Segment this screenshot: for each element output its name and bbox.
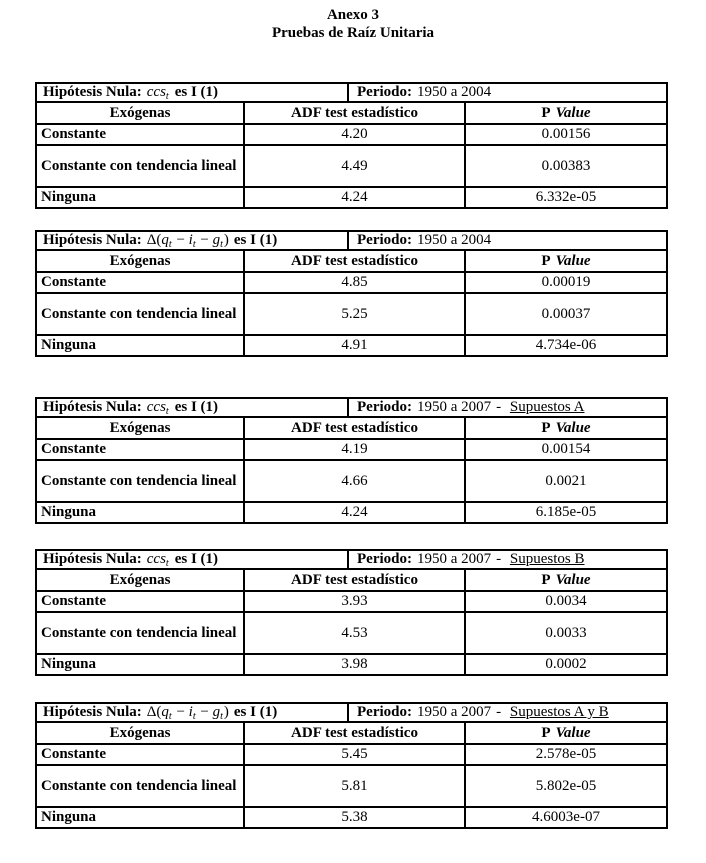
exogena-label-cell: Constante: [41, 441, 107, 457]
exogena-label-cell: Ninguna: [41, 656, 97, 672]
formula-part: ccs: [146, 399, 166, 415]
exogena-label-cell: Ninguna: [41, 504, 97, 520]
null-hypothesis-formula: [147, 551, 170, 568]
period-suffix: [491, 399, 584, 416]
unit-root-table-5: [35, 702, 668, 829]
adf-statistic-cell: 4.85: [243, 273, 464, 292]
table-row: [37, 273, 666, 294]
column-header-exogenas: Exógenas: [109, 252, 171, 269]
period-value: 1950 a 2004: [416, 232, 492, 248]
adf-statistic-cell: 5.25: [243, 294, 464, 334]
unit-root-table-2: [35, 230, 668, 357]
p-value-cell: 0.0002: [464, 655, 666, 674]
p-value-cell: 5.802e-05: [464, 766, 666, 806]
p-value-cell: 4.734e-06: [464, 336, 666, 355]
table-header-row: [37, 84, 666, 103]
table-row: [37, 188, 666, 207]
p-value-cell: 6.332e-05: [464, 188, 666, 207]
column-header-exogenas: Exógenas: [109, 724, 171, 741]
es-i1-label: es I (1): [233, 232, 278, 248]
adf-statistic-cell: 5.45: [243, 745, 464, 764]
exogena-label-cell: Ninguna: [41, 189, 97, 205]
formula-part: t: [220, 239, 223, 249]
column-header-exogenas: Exógenas: [109, 104, 171, 121]
hypothesis-label: Hipótesis Nula:: [43, 399, 142, 415]
period-label: Periodo:: [357, 704, 412, 720]
null-hypothesis-formula: [147, 84, 170, 101]
formula-part: ccs: [146, 551, 166, 567]
formula-part: g: [212, 232, 221, 248]
p-value-cell: 0.00037: [464, 294, 666, 334]
period-suffix-text: Supuestos A: [509, 399, 585, 415]
column-header-adf: ADF test estadístico: [243, 418, 464, 438]
exogena-label-cell: Constante: [41, 126, 107, 142]
page-subtitle: Pruebas de Raíz Unitaria: [271, 25, 435, 41]
table-row: [37, 766, 666, 808]
formula-part: t: [220, 711, 223, 721]
exogena-label-cell: Constante con tendencia lineal: [41, 305, 237, 322]
es-i1-label: es I (1): [174, 551, 219, 567]
table-header-row: [37, 704, 666, 723]
period-suffix-text: Supuestos A y B: [509, 704, 609, 720]
null-hypothesis-formula: [147, 232, 229, 249]
column-header-row: [37, 723, 666, 745]
column-header-row: [37, 570, 666, 592]
column-header-adf: ADF test estadístico: [243, 251, 464, 271]
period-suffix: [491, 551, 584, 568]
exogena-label-cell: Constante con tendencia lineal: [41, 624, 237, 641]
column-header-adf: ADF test estadístico: [243, 103, 464, 123]
period-separator: -: [496, 551, 502, 567]
p-value-cell: 0.00019: [464, 273, 666, 292]
period-label: Periodo:: [357, 84, 412, 100]
p-value-cell: 0.00383: [464, 146, 666, 186]
formula-part: g: [212, 704, 221, 720]
exogena-label-cell: Constante con tendencia lineal: [41, 777, 237, 794]
hypothesis-cell: [37, 551, 347, 568]
formula-part: −: [172, 704, 189, 720]
annex-title: Anexo 3: [326, 7, 380, 23]
null-hypothesis-formula: [147, 399, 170, 416]
adf-statistic-cell: 4.49: [243, 146, 464, 186]
period-cell: [347, 399, 666, 416]
formula-part: −: [196, 232, 213, 248]
formula-part: t: [192, 711, 196, 721]
period-separator: -: [496, 704, 502, 720]
p-value-cell: 2.578e-05: [464, 745, 666, 764]
p-value-cell: 0.00156: [464, 125, 666, 144]
period-cell: [347, 84, 666, 101]
formula-part: −: [196, 704, 213, 720]
null-hypothesis-formula: [147, 704, 229, 721]
formula-part: t: [168, 711, 172, 721]
period-suffix: [491, 704, 609, 721]
adf-statistic-cell: 4.91: [243, 336, 464, 355]
table-row: [37, 461, 666, 503]
formula-part: −: [172, 232, 189, 248]
exogena-label-cell: Constante con tendencia lineal: [41, 472, 237, 489]
column-header-exogenas: Exógenas: [109, 571, 171, 588]
period-label: Periodo:: [357, 551, 412, 567]
exogena-label-cell: Ninguna: [41, 809, 97, 825]
table-row: [37, 146, 666, 188]
unit-root-table-1: [35, 82, 668, 209]
table-row: [37, 613, 666, 655]
table-row: [37, 440, 666, 461]
adf-statistic-cell: 3.93: [243, 592, 464, 611]
adf-statistic-cell: 4.66: [243, 461, 464, 501]
period-label: Periodo:: [357, 232, 412, 248]
period-cell: [347, 232, 666, 249]
period-value: 1950 a 2007: [416, 399, 492, 415]
period-value: 1950 a 2004: [416, 84, 492, 100]
table-header-row: [37, 399, 666, 418]
p-value-cell: 6.185e-05: [464, 503, 666, 522]
formula-part: ccs: [146, 84, 166, 100]
page-title: [0, 6, 706, 42]
hypothesis-label: Hipótesis Nula:: [43, 704, 142, 720]
column-header-row: [37, 418, 666, 440]
column-header-exogenas: Exógenas: [109, 419, 171, 436]
table-row: [37, 655, 666, 674]
period-cell: [347, 551, 666, 568]
column-header-adf: ADF test estadístico: [243, 570, 464, 590]
p-value-cell: 0.0021: [464, 461, 666, 501]
period-separator: -: [496, 399, 502, 415]
formula-part: t: [165, 406, 169, 416]
formula-part: i: [188, 704, 193, 720]
formula-part: Δ(: [146, 232, 162, 248]
formula-part: ): [223, 704, 229, 720]
formula-part: i: [188, 232, 193, 248]
formula-part: t: [168, 239, 172, 249]
formula-part: q: [161, 704, 169, 720]
unit-root-table-3: [35, 397, 668, 524]
table-row: [37, 592, 666, 613]
hypothesis-cell: [37, 704, 347, 721]
adf-statistic-cell: 4.20: [243, 125, 464, 144]
p-value-cell: 0.0034: [464, 592, 666, 611]
column-header-pvalue: P Value: [464, 570, 666, 590]
period-value: 1950 a 2007: [416, 551, 492, 567]
table-row: [37, 125, 666, 146]
column-header-adf: ADF test estadístico: [243, 723, 464, 743]
table-row: [37, 503, 666, 522]
adf-statistic-cell: 5.81: [243, 766, 464, 806]
adf-statistic-cell: 5.38: [243, 808, 464, 827]
hypothesis-label: Hipótesis Nula:: [43, 84, 142, 100]
column-header-pvalue: P Value: [464, 418, 666, 438]
adf-statistic-cell: 4.53: [243, 613, 464, 653]
p-value-cell: 4.6003e-07: [464, 808, 666, 827]
hypothesis-cell: [37, 232, 347, 249]
unit-root-table-4: [35, 549, 668, 676]
adf-statistic-cell: 3.98: [243, 655, 464, 674]
hypothesis-cell: [37, 84, 347, 101]
exogena-label-cell: Constante con tendencia lineal: [41, 157, 237, 174]
column-header-pvalue: P Value: [464, 723, 666, 743]
formula-part: t: [165, 91, 169, 101]
period-suffix-text: Supuestos B: [509, 551, 585, 567]
table-row: [37, 808, 666, 827]
hypothesis-label: Hipótesis Nula:: [43, 551, 142, 567]
period-label: Periodo:: [357, 399, 412, 415]
p-value-cell: 0.00154: [464, 440, 666, 459]
table-header-row: [37, 551, 666, 570]
es-i1-label: es I (1): [233, 704, 278, 720]
table-header-row: [37, 232, 666, 251]
hypothesis-label: Hipótesis Nula:: [43, 232, 142, 248]
column-header-pvalue: P Value: [464, 103, 666, 123]
exogena-label-cell: Constante: [41, 274, 107, 290]
formula-part: t: [165, 558, 169, 568]
es-i1-label: es I (1): [174, 84, 219, 100]
column-header-row: [37, 103, 666, 125]
table-row: [37, 745, 666, 766]
exogena-label-cell: Ninguna: [41, 337, 97, 353]
adf-statistic-cell: 4.19: [243, 440, 464, 459]
formula-part: ): [223, 232, 229, 248]
adf-statistic-cell: 4.24: [243, 188, 464, 207]
period-value: 1950 a 2007: [416, 704, 492, 720]
column-header-pvalue: P Value: [464, 251, 666, 271]
exogena-label-cell: Constante: [41, 593, 107, 609]
period-cell: [347, 704, 666, 721]
formula-part: t: [192, 239, 196, 249]
column-header-row: [37, 251, 666, 273]
formula-part: q: [161, 232, 169, 248]
adf-statistic-cell: 4.24: [243, 503, 464, 522]
exogena-label-cell: Constante: [41, 746, 107, 762]
table-row: [37, 336, 666, 355]
table-row: [37, 294, 666, 336]
es-i1-label: es I (1): [174, 399, 219, 415]
formula-part: Δ(: [146, 704, 162, 720]
hypothesis-cell: [37, 399, 347, 416]
p-value-cell: 0.0033: [464, 613, 666, 653]
